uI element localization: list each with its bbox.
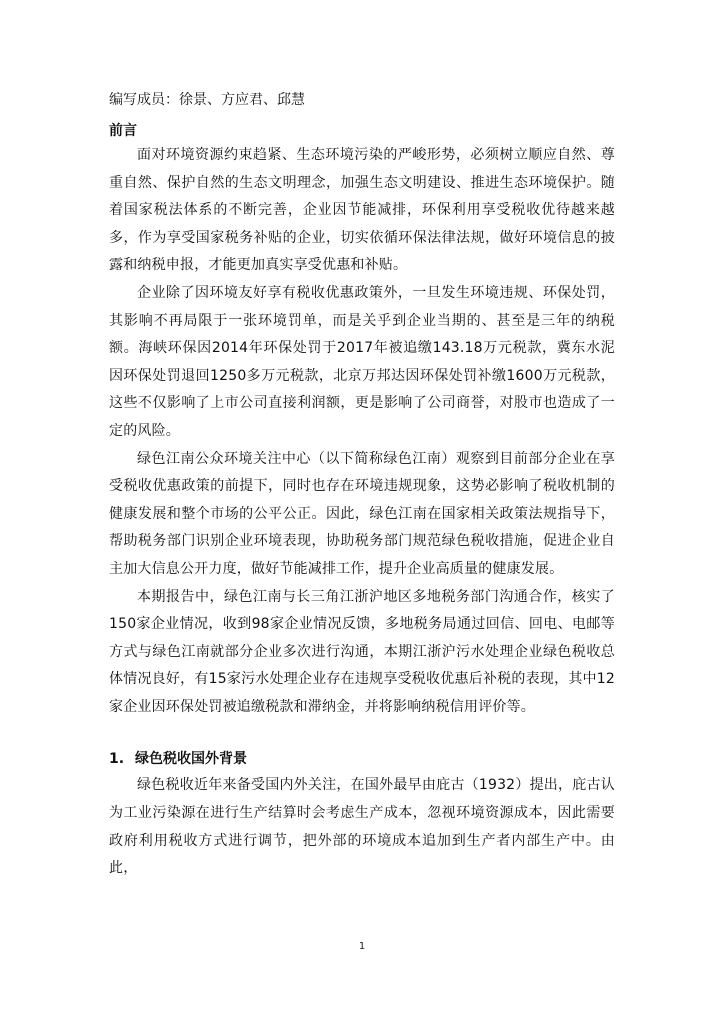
- preface-heading: 前言: [109, 123, 137, 139]
- preface-paragraph: 绿色江南公众环境关注中心（以下简称绿色江南）观察到目前部分企业在享受税收优惠政策的前提下，同时也存在环境违规现象，这势必影响了税收机制的健康发展和整个市场的公平公正。因此，绿色江南在国家相关政策法规指导下，帮助税务部门识别企业环境表现，协助税务部门规范绿色税收措施，促进企业自主加大信息公开力度，做好节能减排工作，提升企业高质量的健康发展。: [109, 450, 615, 577]
- section-number: 1.: [109, 751, 125, 768]
- authors-line: 编写成员：徐景、方应君、邱慧: [109, 92, 305, 108]
- page-number: 1: [358, 941, 366, 952]
- page-content: [109, 91, 615, 883]
- preface-paragraph: 本期报告中，绿色江南与长三角江浙沪地区多地税务部门沟通合作，核实了150家企业情况，收到98家企业情况反馈，多地税务局通过回信、回电、电邮等方式与绿色江南就部分企业多次进行沟通，本期江浙沪污水处理企业绿色税收总体情况良好，有15家污水处理企业存在违规享受税收优惠后补税的表现，其中12家企业因环保处罚被追缴税款和滞纳金，并将影响纳税信用评价等。: [109, 588, 615, 715]
- section-title-text: 绿色税收国外背景: [135, 751, 247, 768]
- section-heading: [109, 749, 615, 769]
- section-paragraph: 绿色税收近年来备受国内外关注，在国外最早由庇古（1932）提出，庇古认为工业污染源在进行生产结算时会考虑生产成本，忽视环境资源成本，因此需要政府利用税收方式进行调节，把外部的环境成本追加到生产者内部生产中。由此，: [109, 777, 615, 877]
- preface-paragraph: 企业除了因环境友好享有税收优惠政策外，一旦发生环境违规、环保处罚，其影响不再局限于一张环境罚单，而是关乎到企业当期的、甚至是三年的纳税额。海峡环保因2014年环保处罚于2017年被追缴143.18万元税款，冀东水泥因环保处罚退回1250多万元税款，北京万邦达因环保处罚补缴1600万元税款，这些不仅影响了上市公司直接利润额，更是影响了公司商誉，对股市也造成了一定的风险。: [109, 284, 615, 439]
- preface-paragraph: 面对环境资源约束趋紧、生态环境污染的严峻形势，必须树立顺应自然、尊重自然、保护自然的生态文明理念，加强生态文明建设、推进生态环境保护。随着国家税法体系的不断完善，企业因节能减排，环保利用享受税收优待越来越多，作为享受国家税务补贴的企业，切实依循环保法律法规，做好环境信息的披露和纳税申报，才能更加真实享受优惠和补贴。: [109, 147, 615, 274]
